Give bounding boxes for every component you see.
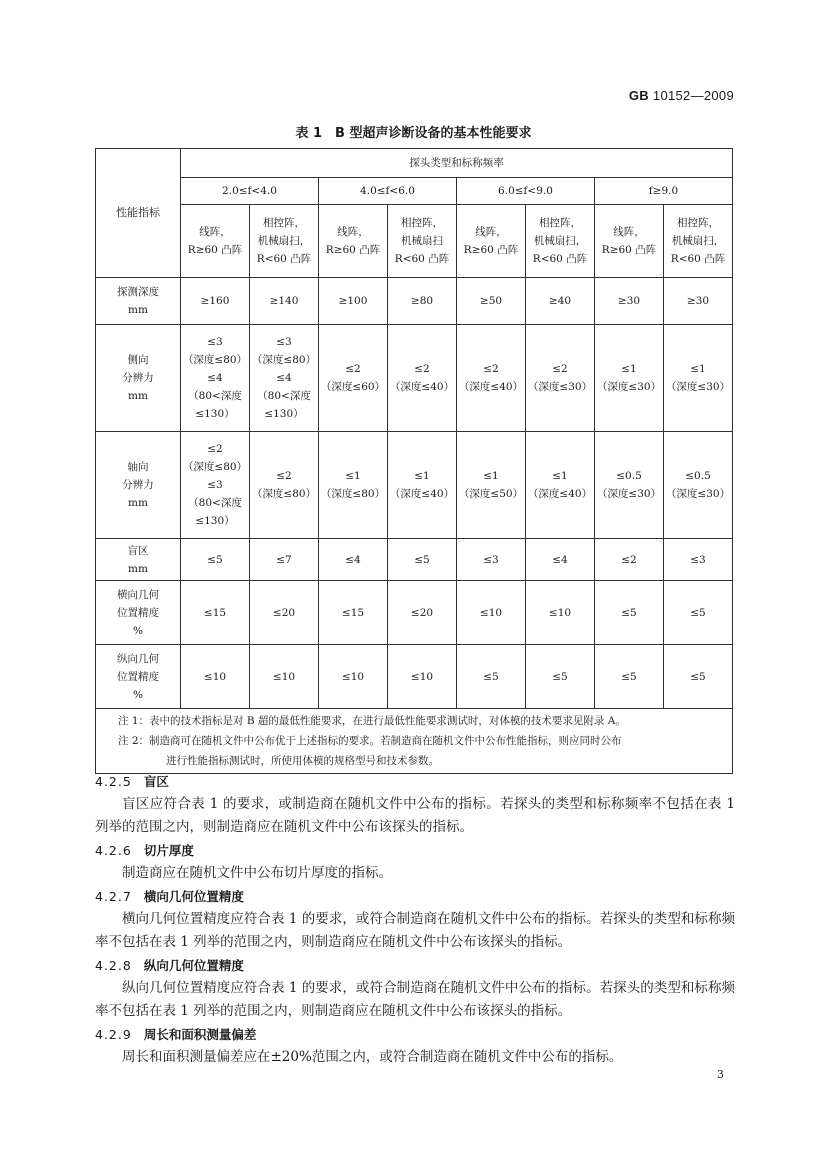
value-cell [181,581,250,645]
cell-line: （深度≤40） [389,381,455,393]
cell-line: ≤20 [410,606,434,619]
section-paragraph: 制造商应在随机文件中公布切片厚度的指标。 [122,865,392,881]
table-note: 注 2：制造商可在随机文件中公布优于上述指标的要求。若制造商在随机文件中公布性能指标，则应同时公布 [118,735,622,747]
value-cell [595,278,664,325]
cell-line: 轴向 [127,461,149,473]
standard-code [629,88,734,103]
cell-line: （深度≤40） [527,488,593,500]
cell-line: mm [128,390,148,402]
cell-line: ≤5 [552,670,568,683]
section-heading [95,885,735,908]
section-paragraph: 纵向几何位置精度应符合表 1 的要求，或符合制造商在随机文件中公布的指标。若探头的类型和标称频率不包括在表 1 列举的范围之内，则制造商应在随机文件中公布该探头的指标。 [95,980,735,1019]
freq-range-cell: 4.0≤f<6.0 [319,178,457,205]
cell-line: （80<深度 [188,390,242,402]
probe-type-cell [595,205,664,278]
header-row [96,149,733,178]
cell-line: ≤2 [276,470,292,482]
value-cell [526,645,595,709]
table-note: 注 1：表中的技术指标是对 B 超的最低性能要求，在进行最低性能要求测试时，对体模的技术要求见附录 A。 [118,715,626,727]
cell-line: 横向几何 [117,588,159,601]
value-cell [457,432,526,539]
value-cell [388,645,457,709]
value-cell [664,539,733,581]
value-cell [457,645,526,709]
cell-line: ≤0.5 [685,470,711,482]
value-cell [664,581,733,645]
cell-line: 相控阵， [677,217,719,229]
cell-line: ≤0.5 [616,470,642,482]
table-row [96,278,733,325]
section-paragraph: 周长和面积测量偏差应在±20%范围之内，或符合制造商在随机文件中公布的指标。 [122,1049,623,1065]
metric-label-cell [96,581,181,645]
cell-line: ≤130） [195,515,235,527]
value-cell [664,645,733,709]
cell-line: ≤2 [207,443,223,455]
value-cell [664,325,733,432]
value-cell [388,581,457,645]
cell-line: 相控阵， [401,217,443,229]
freq-row [96,178,733,205]
cell-line: （深度≤80） [320,488,386,500]
section-title: 横向几何位置精度 [143,889,244,904]
cell-line: ≤4 [207,372,223,384]
section-number: 4.2.6 [95,843,132,858]
value-cell [250,539,319,581]
section-heading [95,1023,735,1046]
cell-line: ≥100 [338,295,368,307]
table-note: 进行性能指标测试时，所使用体模的规格型号和技术参数。 [166,755,439,767]
cell-line: 机械扇扫， [533,235,587,247]
value-cell [388,432,457,539]
cell-line: （深度≤40） [458,381,524,393]
value-cell [181,432,250,539]
cell-line: ≤5 [621,670,637,683]
cell-line: ≤7 [276,553,292,566]
cell-line: 线阵， [613,226,645,238]
section-title: 盲区 [143,774,169,789]
cell-line: （80<深度 [188,497,242,509]
cell-line: ≤10 [548,606,572,619]
probe-type-cell [388,205,457,278]
value-cell [526,325,595,432]
cell-line: ≤2 [345,363,361,375]
cell-line: ≤3 [483,553,499,566]
cell-line: 机械扇扫 [401,235,443,247]
cell-line: ≤4 [552,553,568,566]
table-notes [96,709,733,774]
cell-line: （深度≤80） [182,461,248,473]
freq-range-cell: 2.0≤f<4.0 [181,178,319,205]
table-row [96,581,733,645]
probe-type-cell [250,205,319,278]
cell-line: % [133,688,143,701]
cell-line: R<60 凸阵 [394,253,450,265]
cell-line: ≤5 [690,670,706,683]
cell-line: ≤5 [621,606,637,619]
freq-range-cell: f≥9.0 [595,178,733,205]
value-cell [664,278,733,325]
cell-line: mm [128,562,148,575]
cell-line: ≤4 [276,372,292,384]
cell-line: ≤15 [203,606,227,619]
value-cell [664,432,733,539]
value-cell [595,539,664,581]
page-number: 3 [717,1068,724,1081]
cell-line: 相控阵， [263,217,305,229]
cell-line: ≤5 [483,670,499,683]
probe-type-cell [664,205,733,278]
cell-line: （深度≤80） [251,488,317,500]
cell-line: ≥50 [479,295,503,307]
value-cell [319,432,388,539]
value-cell [526,432,595,539]
cell-line: ≤1 [552,470,568,482]
standard-number: 10152—2009 [652,88,734,103]
section-title: 切片厚度 [143,843,194,858]
cell-line: 线阵， [475,226,507,238]
section-number: 4.2.7 [95,889,132,904]
cell-line: ≥160 [200,295,230,307]
value-cell [319,278,388,325]
value-cell [319,581,388,645]
cell-line: ≤2 [552,363,568,375]
probe-type-cell [181,205,250,278]
cell-line: R<60 凸阵 [256,253,312,265]
cell-line: ≥40 [548,295,572,307]
section-heading [95,770,735,793]
cell-line: R≥60 凸阵 [463,244,519,256]
cell-line: 分辨力 [122,479,154,491]
probe-type-row [96,205,733,278]
section-paragraph: 横向几何位置精度应符合表 1 的要求，或符合制造商在随机文件中公布的指标。若探头的类型和标称频率不包括在表 1 列举的范围之内，则制造商应在随机文件中公布该探头的指标。 [95,911,735,950]
cell-line: ≤15 [341,606,365,619]
cell-line: ≤10 [410,670,434,683]
cell-line: 盲区 [127,544,149,557]
section-number: 4.2.5 [95,774,132,789]
section-paragraph: 盲区应符合表 1 的要求，或制造商在随机文件中公布的指标。若探头的类型和标称频率不包括在表 1 列举的范围之内，则制造商应在随机文件中公布该探头的指标。 [95,796,735,835]
cell-line: 线阵， [337,226,369,238]
cell-line: （深度≤60） [320,381,386,393]
section-heading [95,954,735,977]
probe-type-cell [319,205,388,278]
cell-line: ≤130） [195,408,235,420]
value-cell [319,539,388,581]
cell-line: R<60 凸阵 [670,253,726,265]
cell-line: % [133,624,143,637]
cell-line: ≤5 [414,553,430,566]
value-cell [388,539,457,581]
cell-line: 机械扇扫， [257,235,311,247]
value-cell [457,539,526,581]
table-row [96,645,733,709]
cell-line: ≤2 [414,363,430,375]
cell-line: 分辨力 [122,372,154,384]
value-cell [319,645,388,709]
value-cell [595,645,664,709]
metric-label-cell [96,432,181,539]
cell-line: ≤3 [276,336,292,348]
cell-line: 线阵， [199,226,231,238]
row-header-cell: 性能指标 [96,149,181,278]
table-row [96,539,733,581]
cell-line: （深度≤50） [458,488,524,500]
value-cell [250,278,319,325]
cell-line: 位置精度 [117,606,159,619]
notes-row [96,709,733,774]
group-header-cell: 探头类型和标称频率 [181,149,733,178]
value-cell [181,278,250,325]
body-sections [95,770,735,1069]
cell-line: ≤1 [483,470,499,482]
section-title: 周长和面积测量偏差 [143,1027,257,1042]
cell-line: ≤10 [479,606,503,619]
cell-line: 机械扇扫， [671,235,725,247]
value-cell [457,278,526,325]
cell-line: （深度≤80） [251,354,317,366]
performance-table [95,148,733,774]
value-cell [457,325,526,432]
cell-line: ≤20 [272,606,296,619]
cell-line: ≤1 [414,470,430,482]
section-title: 纵向几何位置精度 [143,958,244,973]
cell-line: ≤1 [345,470,361,482]
cell-line: ≤3 [690,553,706,566]
cell-line: 探测深度 [117,286,159,298]
value-cell [526,278,595,325]
cell-line: mm [128,304,148,316]
cell-line: ≤1 [690,363,706,375]
cell-line: ≤3 [207,336,223,348]
cell-line: mm [128,497,148,509]
cell-line: 侧向 [127,354,149,366]
cell-line: 相控阵， [539,217,581,229]
cell-line: ≤2 [621,553,637,566]
cell-line: ≥30 [686,295,710,307]
freq-range-cell: 6.0≤f<9.0 [457,178,595,205]
metric-label-cell [96,278,181,325]
cell-line: R≥60 凸阵 [601,244,657,256]
metric-label-cell [96,325,181,432]
cell-line: ≤4 [345,553,361,566]
cell-line: R<60 凸阵 [532,253,588,265]
value-cell [319,325,388,432]
value-cell [595,432,664,539]
cell-line: （深度≤80） [182,354,248,366]
value-cell [595,581,664,645]
cell-line: ≤10 [203,670,227,683]
value-cell [526,581,595,645]
table-row [96,432,733,539]
standard-prefix: GB [628,88,649,103]
cell-line: ≥30 [617,295,641,307]
value-cell [181,645,250,709]
cell-line: （80<深度 [257,390,311,402]
cell-line: ≥140 [269,295,299,307]
value-cell [388,278,457,325]
cell-line: （深度≤30） [665,488,731,500]
cell-line: （深度≤30） [665,381,731,393]
cell-line: ≤5 [690,606,706,619]
value-cell [250,645,319,709]
cell-line: （深度≤30） [527,381,593,393]
probe-type-cell [526,205,595,278]
value-cell [526,539,595,581]
cell-line: ≤2 [483,363,499,375]
cell-line: R≥60 凸阵 [325,244,381,256]
section-number: 4.2.9 [95,1027,132,1042]
value-cell [250,581,319,645]
cell-line: ≤10 [272,670,296,683]
value-cell [250,325,319,432]
section-number: 4.2.8 [95,958,132,973]
value-cell [250,432,319,539]
cell-line: 位置精度 [117,670,159,683]
cell-line: R≥60 凸阵 [187,244,243,256]
table-title: 表 1 B 型超声诊断设备的基本性能要求 [295,126,532,141]
value-cell [388,325,457,432]
cell-line: ≤130） [264,408,304,420]
cell-line: ≤1 [621,363,637,375]
cell-line: （深度≤30） [596,488,662,500]
section-heading [95,839,735,862]
value-cell [595,325,664,432]
value-cell [457,581,526,645]
value-cell [181,539,250,581]
cell-line: ≥80 [410,295,434,307]
value-cell [181,325,250,432]
cell-line: 纵向几何 [117,652,159,665]
cell-line: （深度≤40） [389,488,455,500]
cell-line: （深度≤30） [596,381,662,393]
metric-label-cell [96,539,181,581]
table-row [96,325,733,432]
metric-label-cell [96,645,181,709]
cell-line: ≤10 [341,670,365,683]
probe-type-cell [457,205,526,278]
cell-line: ≤3 [207,479,223,491]
cell-line: ≤5 [207,553,223,566]
